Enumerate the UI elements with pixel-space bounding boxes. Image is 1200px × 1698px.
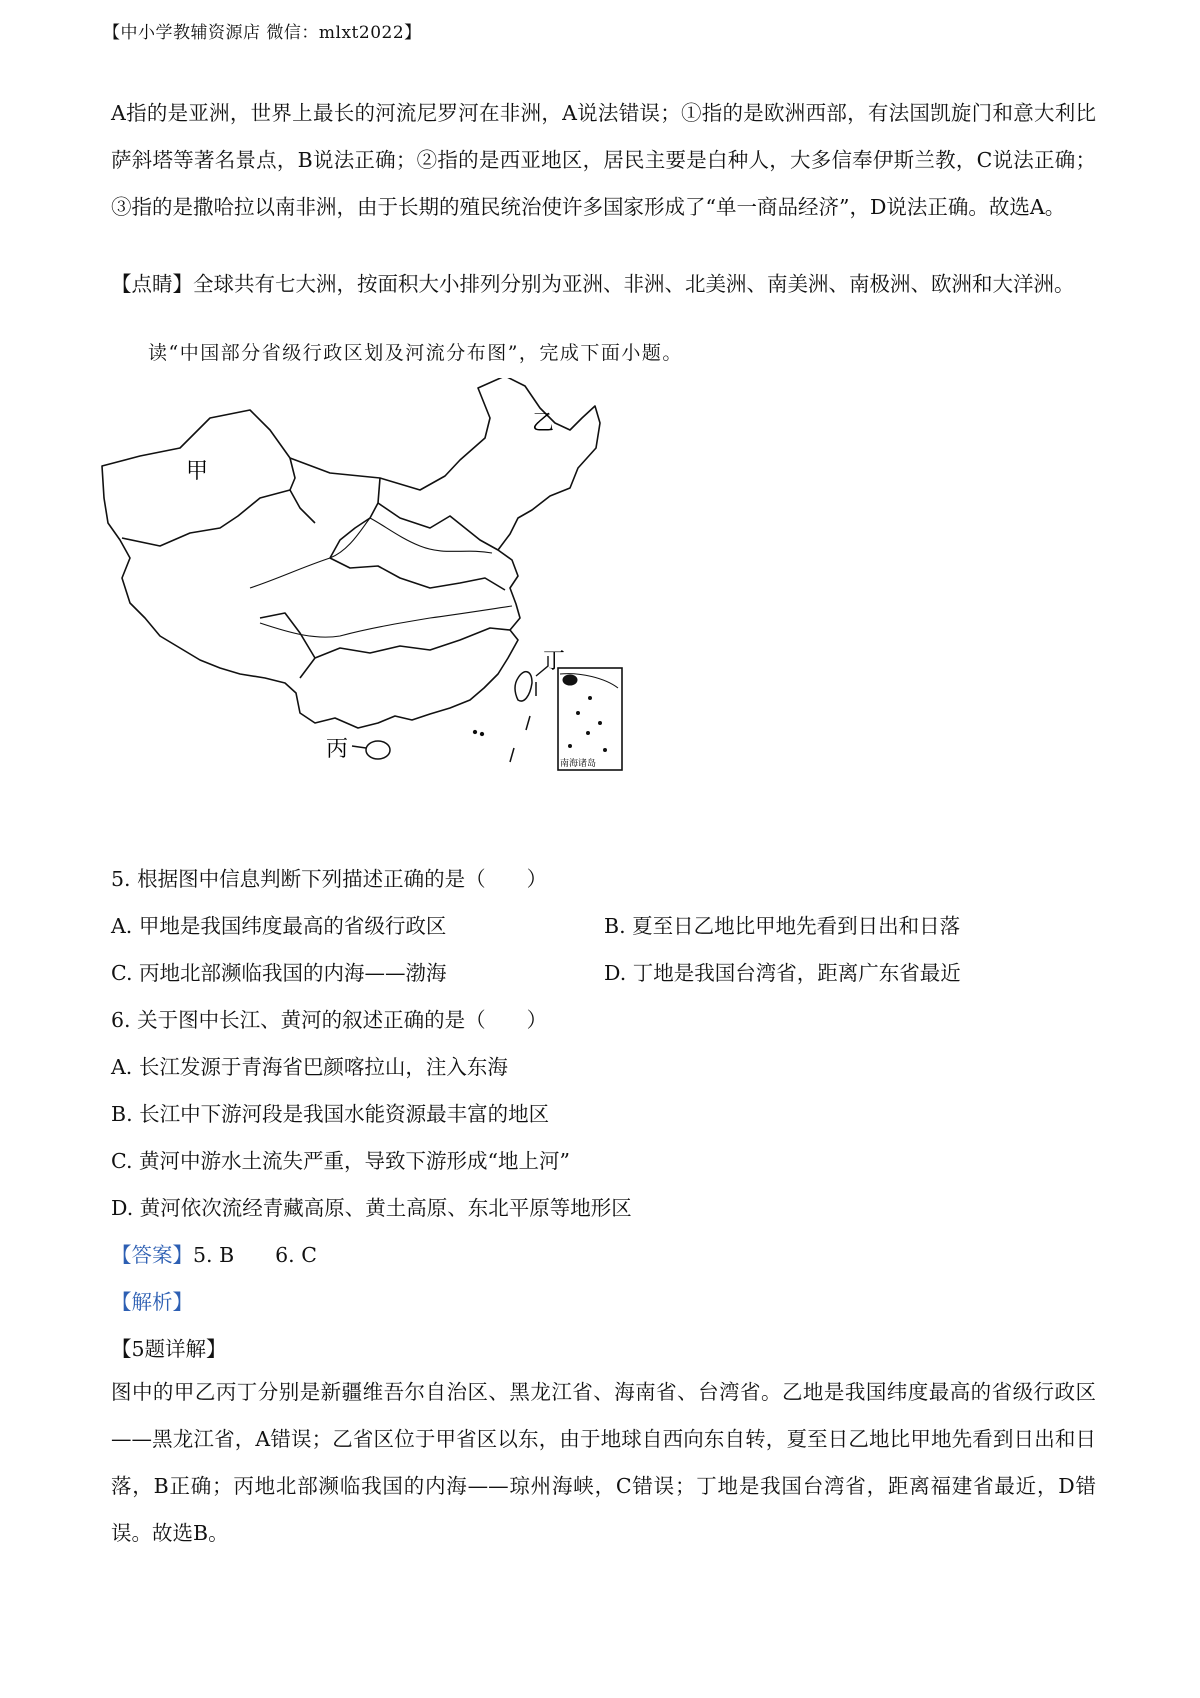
question-6-stem: 6. 关于图中长江、黄河的叙述正确的是（ ） (111, 1008, 548, 1032)
taiwan-island (515, 672, 532, 701)
detail-analysis: 图中的甲乙丙丁分别是新疆维吾尔自治区、黑龙江省、海南省、台湾省。乙地是我国纬度最高的省级行政区——黑龙江省，A错误；乙省区位于甲省区以东，由于地球自西向东自转，夏至日乙地比甲地先看到日出和日落，B正确；丙地北部濒临我国的内海——琼州海峡，C错误；丁地是我国台湾省，距离福建省最近，D错误。故选B。 (111, 1380, 1096, 1545)
q6-option-b: B. 长江中下游河段是我国水能资源最丰富的地区 (111, 1102, 550, 1126)
province-line-south (300, 628, 510, 678)
label-yi: 乙 (532, 411, 555, 436)
question-5-stem: 5. 根据图中信息判断下列描述正确的是（ ） (111, 867, 548, 891)
inset-label: 南海诸岛 (560, 759, 597, 769)
hainan-island (366, 741, 390, 759)
offshore-marks (474, 682, 536, 762)
q5-option-c: C. 丙地北部濒临我国的内海——渤海 (111, 961, 447, 985)
detail-tag: 【5题详解】 (111, 1337, 227, 1361)
map-intro: 读“中国部分省级行政区划及河流分布图”，完成下面小题。 (148, 342, 683, 364)
river-changjiang (260, 606, 512, 637)
q6-option-a: A. 长江发源于青海省巴颜喀拉山，注入东海 (111, 1055, 508, 1079)
label-jia: 甲 (186, 459, 209, 484)
inset-content (560, 674, 618, 752)
answer-tag: 【答案】 (111, 1243, 193, 1267)
q6-option-d: D. 黄河依次流经青藏高原、黄土高原、东北平原等地形区 (111, 1196, 632, 1220)
q5-option-b: B. 夏至日乙地比甲地先看到日出和日落 (604, 914, 961, 938)
q5-option-d: D. 丁地是我国台湾省，距离广东省最近 (604, 961, 961, 985)
province-line-loess (378, 503, 498, 550)
province-line-xinjiang-tibet (122, 490, 290, 546)
watermark-header: 【中小学教辅资源店 微信：mlxt2022】 (103, 23, 422, 43)
river-huanghe (250, 518, 492, 588)
previous-analysis: A指的是亚洲，世界上最长的河流尼罗河在非洲，A说法错误；①指的是欧洲西部，有法国凯旋门和意大利比萨斜塔等著名景点，B说法正确；②指的是西亚地区，居民主要是白种人，大多信奉伊斯兰教，C说法正确；③指的是撒哈拉以南非洲，由于长期的殖民统治使许多国家形成了“单一商品经济”，D说法正确。故选A。 (111, 101, 1096, 219)
province-line-north (330, 478, 380, 558)
answer-text: 5. B 6. C (193, 1243, 317, 1267)
label-ding: 丁 (543, 649, 566, 674)
province-line-xinjiang-east (290, 458, 315, 523)
q5-option-a: A. 甲地是我国纬度最高的省级行政区 (111, 914, 447, 938)
answer-line (111, 1238, 317, 1268)
province-line-center (330, 558, 505, 590)
analysis-tag: 【解析】 (111, 1290, 193, 1314)
q6-option-c: C. 黄河中游水土流失严重，导致下游形成“地上河” (111, 1149, 570, 1173)
country-border (102, 378, 600, 728)
china-map (100, 378, 660, 778)
label-bing: 丙 (325, 737, 348, 762)
bing-pointer (352, 746, 366, 748)
tip-note: 【点睛】全球共有七大洲，按面积大小排列分别为亚洲、非洲、北美洲、南美洲、南极洲、欧洲和大洋洲。 (111, 272, 1075, 296)
map-outline (102, 378, 600, 728)
